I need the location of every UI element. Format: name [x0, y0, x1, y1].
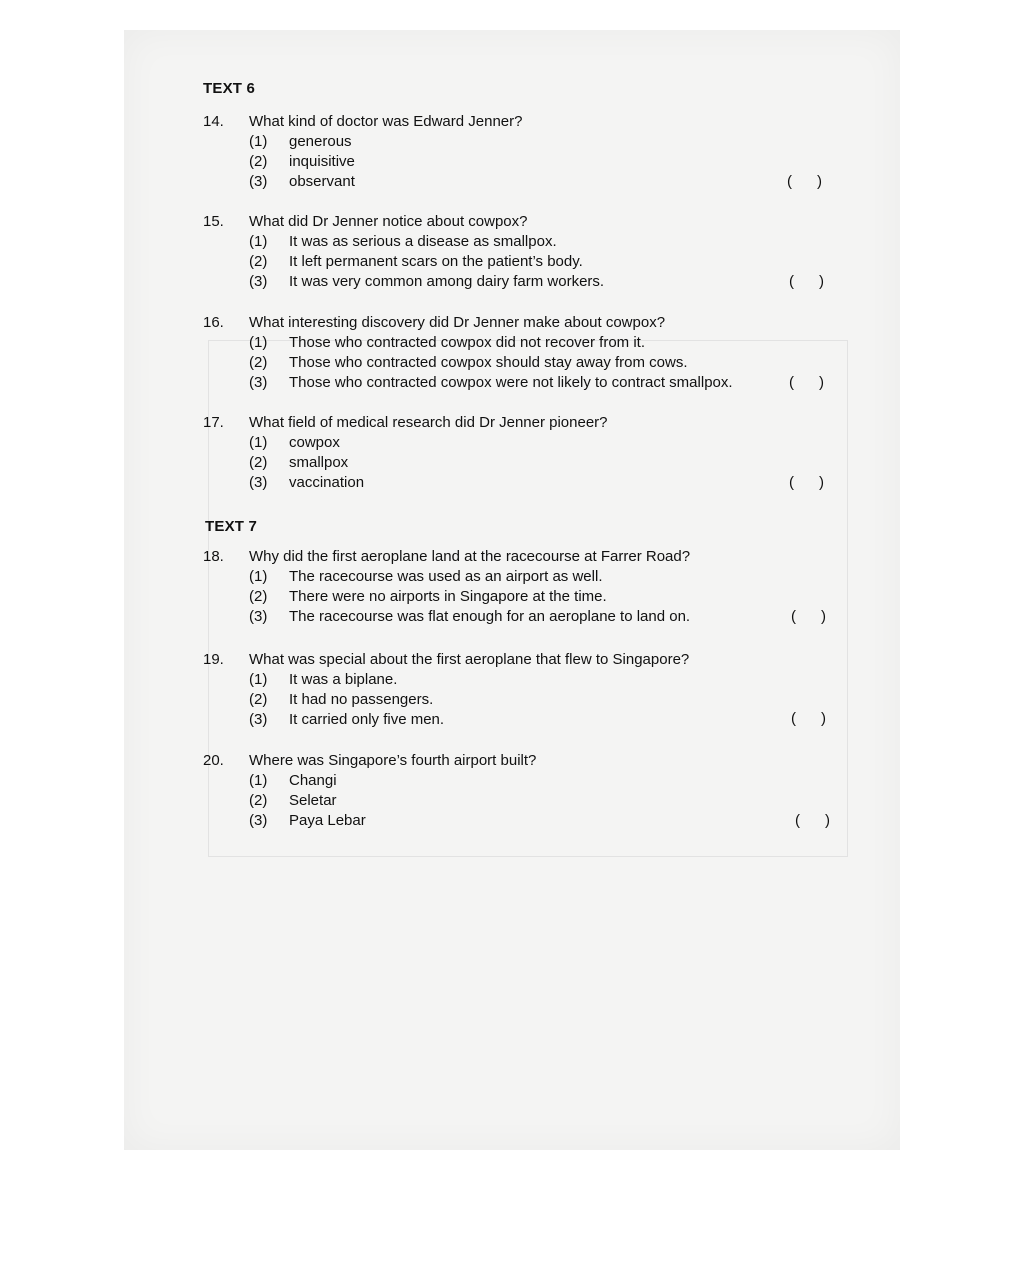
- section-title: TEXT 7: [205, 518, 258, 535]
- question-number: 19.: [203, 651, 224, 668]
- option: (3) vaccination: [249, 474, 365, 491]
- answer-bracket[interactable]: ( ): [791, 710, 826, 727]
- question-number: 14.: [203, 113, 224, 130]
- option: (3) Those who contracted cowpox were not likely to contract smallpox.: [249, 374, 733, 391]
- question-text: What field of medical research did Dr Jenner pioneer?: [249, 414, 608, 431]
- option: (3) It was very common among dairy farm workers.: [249, 273, 605, 290]
- answer-bracket[interactable]: ( ): [795, 812, 830, 829]
- option: (2) smallpox: [249, 454, 349, 471]
- option: (3) It carried only five men.: [249, 711, 445, 728]
- question-text: What interesting discovery did Dr Jenner make about cowpox?: [249, 314, 666, 331]
- option: (1) It was a biplane.: [249, 671, 398, 688]
- question-number: 16.: [203, 314, 224, 331]
- option: (2) Seletar: [249, 792, 337, 809]
- section-title: TEXT 6: [203, 80, 256, 97]
- answer-bracket[interactable]: ( ): [789, 474, 824, 491]
- question-number: 18.: [203, 548, 224, 565]
- option: (2) inquisitive: [249, 153, 355, 170]
- option: (3) observant: [249, 173, 355, 190]
- option: (2) It had no passengers.: [249, 691, 434, 708]
- option: (3) Paya Lebar: [249, 812, 366, 829]
- question-number: 20.: [203, 752, 224, 769]
- answer-bracket[interactable]: ( ): [789, 273, 824, 290]
- question-number: 15.: [203, 213, 224, 230]
- option: (1) The racecourse was used as an airport as well.: [249, 568, 603, 585]
- option: (3) The racecourse was flat enough for an aeroplane to land on.: [249, 608, 691, 625]
- option: (1) It was as serious a disease as smallpox.: [249, 233, 557, 250]
- question-number: 17.: [203, 414, 224, 431]
- option: (1) Changi: [249, 772, 337, 789]
- answer-bracket[interactable]: ( ): [791, 608, 826, 625]
- option: (1) generous: [249, 133, 352, 150]
- question-text: What was special about the first aeroplane that flew to Singapore?: [249, 651, 690, 668]
- answer-bracket[interactable]: ( ): [789, 374, 824, 391]
- option: (2) Those who contracted cowpox should stay away from cows.: [249, 354, 688, 371]
- option: (1) Those who contracted cowpox did not recover from it.: [249, 334, 646, 351]
- answer-bracket[interactable]: ( ): [787, 173, 822, 190]
- question-text: What kind of doctor was Edward Jenner?: [249, 113, 523, 130]
- question-text: What did Dr Jenner notice about cowpox?: [249, 213, 528, 230]
- question-text: Where was Singapore’s fourth airport built?: [249, 752, 537, 769]
- option: (2) There were no airports in Singapore at the time.: [249, 588, 607, 605]
- option: (1) cowpox: [249, 434, 340, 451]
- option: (2) It left permanent scars on the patient’s body.: [249, 253, 583, 270]
- question-text: Why did the first aeroplane land at the racecourse at Farrer Road?: [249, 548, 691, 565]
